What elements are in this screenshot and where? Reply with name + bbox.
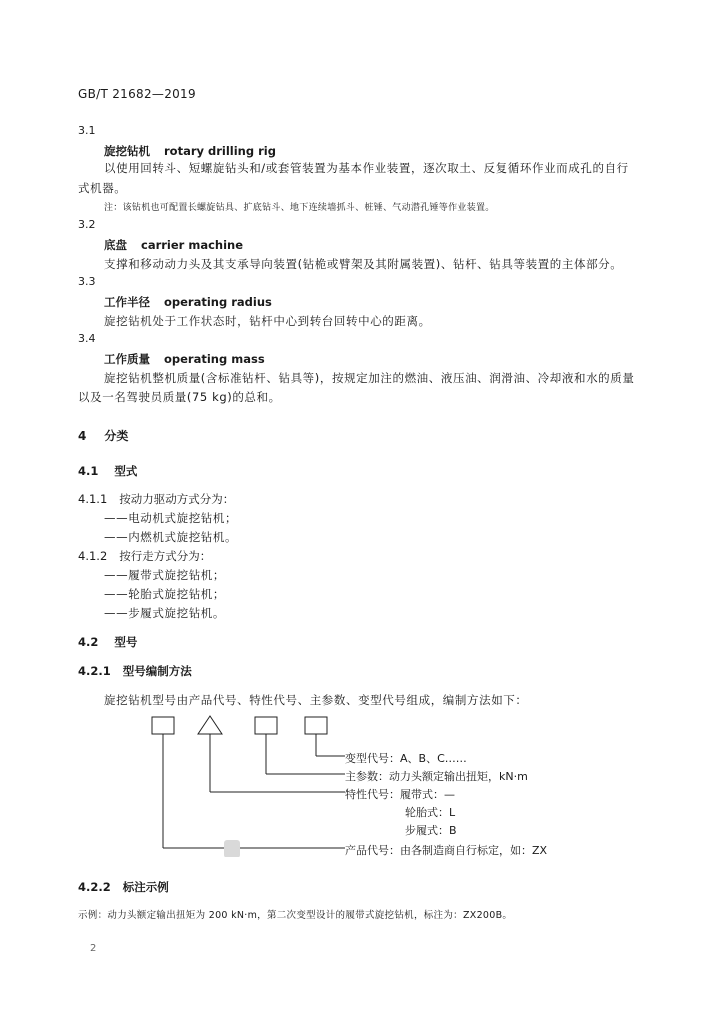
product-code-box: [152, 717, 174, 734]
term-heading: [104, 143, 276, 159]
clause-title: 标注示例: [122, 880, 169, 894]
note-text: 注：该钻机也可配置长螺旋钻具、扩底钻斗、地下连续墙抓斗、桩锤、气动潜孔锤等作业装置。: [104, 203, 495, 213]
subsection-title: 型式: [114, 464, 138, 478]
subsection-heading: [78, 463, 137, 479]
feature-code-label: 特性代号：履带式：—: [345, 788, 455, 801]
clause-heading: [78, 879, 169, 895]
feature-code-triangle: [198, 716, 222, 734]
list-item: ——步履式旋挖钻机。: [104, 606, 225, 620]
clause-number: 3.2: [78, 218, 96, 231]
clause-number: 4.1.2: [78, 549, 108, 563]
page-number: 2: [90, 943, 97, 954]
clause-title: 按行走方式分为：: [119, 549, 212, 563]
section-title: 分类: [104, 429, 129, 443]
subsection-heading: [78, 634, 137, 650]
product-code-label: 产品代号：由各制造商自行标定，如：ZX: [345, 844, 548, 857]
main-param-box: [255, 717, 277, 734]
definition-text: 式机器。: [78, 181, 127, 195]
term-heading: [104, 351, 265, 367]
main-param-label: 主参数：动力头额定输出扭矩，kN·m: [345, 770, 528, 783]
clause-number: 3.3: [78, 275, 96, 288]
term-zh: 工作半径: [104, 295, 150, 309]
list-item: ——内燃机式旋挖钻机。: [104, 530, 238, 544]
term-en: rotary drilling rig: [164, 144, 276, 158]
clause-number: 3.4: [78, 332, 96, 345]
list-item: ——电动机式旋挖钻机；: [104, 511, 238, 525]
clause-title: 型号编制方法: [122, 664, 192, 678]
definition-text: 以及一名驾驶员质量(75 kg)的总和。: [78, 390, 281, 404]
model-code-diagram: [140, 712, 360, 857]
clause-heading: [78, 548, 211, 564]
clause-number: 3.1: [78, 124, 96, 137]
list-item: ——履带式旋挖钻机；: [104, 568, 225, 582]
example-text: 示例：动力头额定输出扭矩为 200 kN·m，第二次变型设计的履带式旋挖钻机，标注为：ZX200B。: [78, 910, 513, 921]
clause-heading: [78, 491, 234, 507]
clause-title: 按动力驱动方式分为：: [119, 492, 235, 506]
term-zh: 底盘: [104, 238, 127, 252]
variant-code-box: [305, 717, 327, 734]
term-en: operating radius: [164, 295, 272, 309]
clause-number: 4.1.1: [78, 492, 108, 506]
subsection-number: 4.2: [78, 635, 99, 649]
clause-number: 4.2.1: [78, 664, 111, 678]
section-heading: [78, 427, 128, 444]
feature-tire-label: 轮胎式：L: [405, 806, 456, 819]
subsection-number: 4.1: [78, 464, 99, 478]
term-heading: [104, 237, 243, 253]
term-heading: [104, 294, 272, 310]
term-zh: 工作质量: [104, 352, 150, 366]
definition-text: 支撑和移动动力头及其支承导向装置(钻桅或臂架及其附属装置)、钻杆、钻具等装置的主体部分。: [104, 257, 623, 271]
subsection-title: 型号: [114, 635, 138, 649]
term-zh: 旋挖钻机: [104, 144, 150, 158]
definition-text: 以使用回转斗、短螺旋钻头和/或套管装置为基本作业装置，逐次取土、反复循环作业而成孔的自行: [104, 161, 629, 175]
body-text: 旋挖钻机型号由产品代号、特性代号、主参数、变型代号组成，编制方法如下：: [104, 693, 528, 707]
definition-text: 旋挖钻机整机质量(含标准钻杆、钻具等)，按规定加注的燃油、液压油、润滑油、冷却液和水的质量: [104, 371, 635, 385]
feature-walk-label: 步履式：B: [405, 824, 457, 837]
variant-code-label: 变型代号：A、B、C……: [345, 752, 467, 765]
clause-number: 4.2.2: [78, 880, 111, 894]
clause-heading: [78, 663, 192, 679]
list-item: ——轮胎式旋挖钻机；: [104, 587, 225, 601]
scan-mark: [224, 840, 240, 857]
section-number: 4: [78, 429, 87, 443]
term-en: operating mass: [164, 352, 265, 366]
standard-number: GB/T 21682—2019: [78, 87, 196, 101]
definition-text: 旋挖钻机处于工作状态时，钻杆中心到转台回转中心的距离。: [104, 314, 431, 328]
term-en: carrier machine: [141, 238, 244, 252]
